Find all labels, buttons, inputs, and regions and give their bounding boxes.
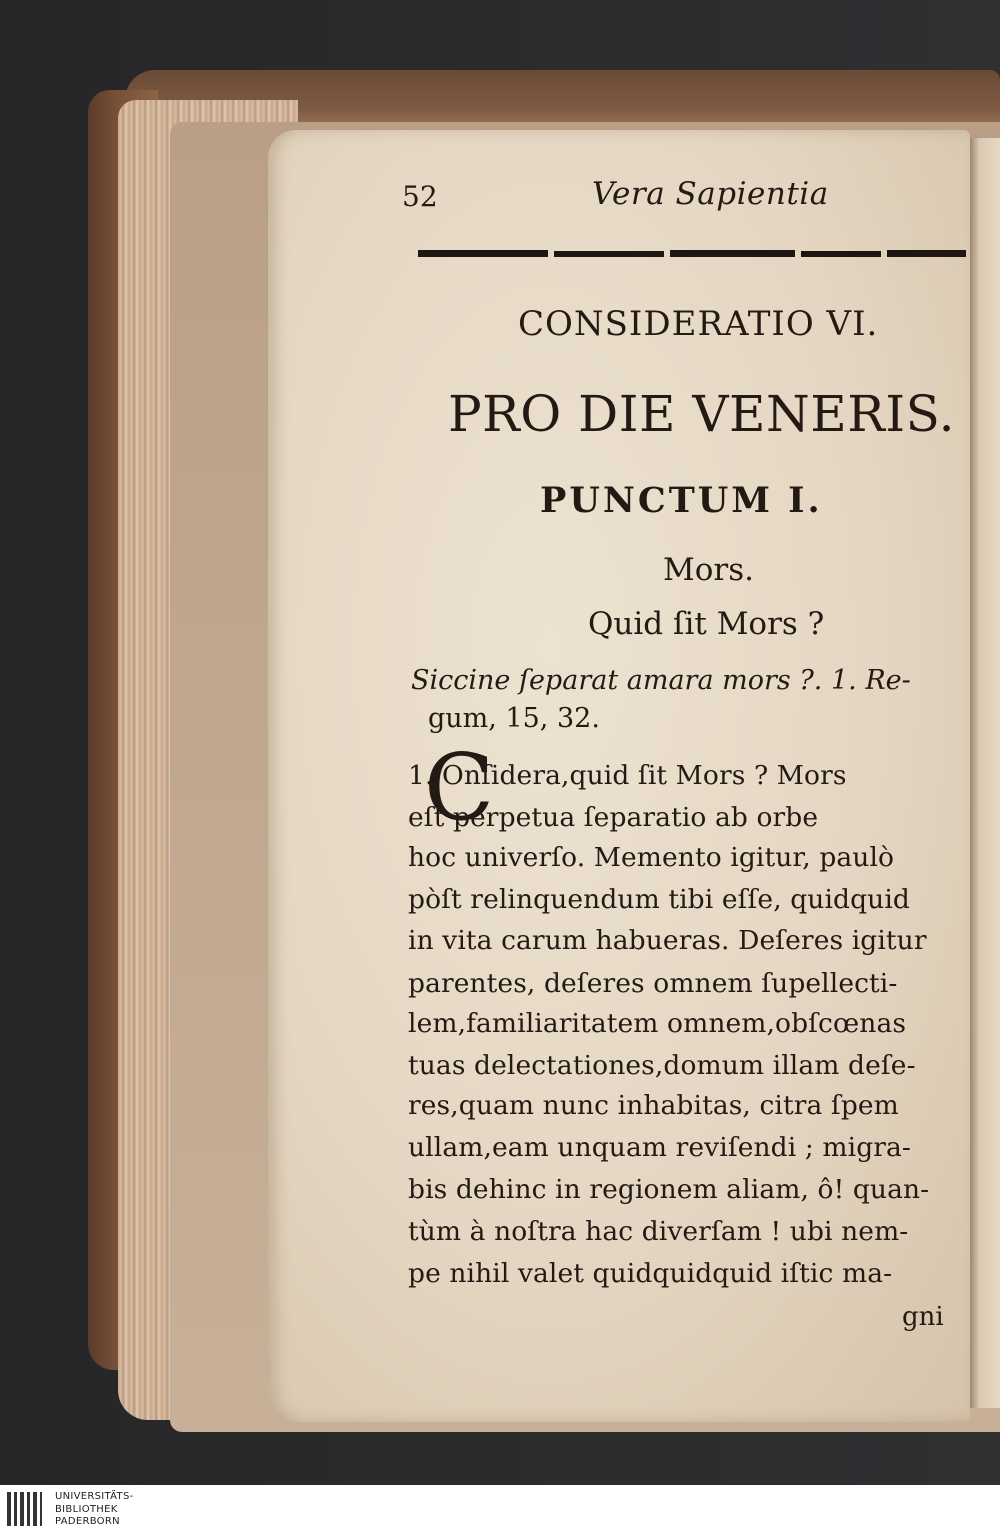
punctum-heading: PUNCTUM I. xyxy=(540,480,823,521)
body-line: res,quam nunc inhabitas, citra ſpem xyxy=(408,1090,899,1121)
question-heading: Quid ſit Mors ? xyxy=(588,606,825,642)
body-line: hoc univerſo. Memento igitur, paulò xyxy=(408,842,895,873)
body-line: tùm à noſtra hac diverſam ! ubi nem- xyxy=(408,1216,909,1247)
scripture-reference: gum, 15, 32. xyxy=(428,703,600,734)
book-page xyxy=(268,130,970,1422)
header-rule xyxy=(418,248,966,260)
footer-bar xyxy=(0,1485,1000,1535)
page-number: 52 xyxy=(402,180,438,213)
body-line: ullam,eam unquam reviſendi ; migra- xyxy=(408,1132,911,1163)
body-line: pe nihil valet quidquidquid iſtic ma- xyxy=(408,1258,893,1289)
catchword: gni xyxy=(902,1302,944,1332)
scripture-quote: Siccine ſeparat amara mors ?. 1. Re- xyxy=(411,665,911,696)
body-line: lem,familiaritatem omnem,obſcœnas xyxy=(408,1008,907,1039)
body-line: bis dehinc in regionem aliam, ô! quan- xyxy=(408,1174,930,1205)
body-line: pòſt relinquendum tibi eſſe, quidquid xyxy=(408,884,910,915)
library-name: UNIVERSITÄTS- BIBLIOTHEK PADERBORN xyxy=(55,1491,134,1527)
body-line: parentes, deſeres omnem ſupellecti- xyxy=(408,968,898,999)
facing-page-edge xyxy=(968,138,1000,1408)
body-line: tuas delectationes,domum illam deſe- xyxy=(408,1050,916,1081)
library-logo-icon xyxy=(5,1488,45,1532)
running-title: Vera Sapientia xyxy=(592,176,829,212)
day-heading: PRO DIE VENERIS. xyxy=(448,385,956,443)
drop-cap: C xyxy=(424,734,495,841)
body-line: 1. Onſidera,quid ſit Mors ? Mors xyxy=(408,760,847,791)
body-line: eſt perpetua ſeparatio ab orbe xyxy=(408,802,819,833)
body-line: in vita carum habueras. Deſeres igitur xyxy=(408,925,927,956)
consideratio-heading: CONSIDERATIO VI. xyxy=(518,304,879,344)
topic-heading: Mors. xyxy=(663,552,754,588)
